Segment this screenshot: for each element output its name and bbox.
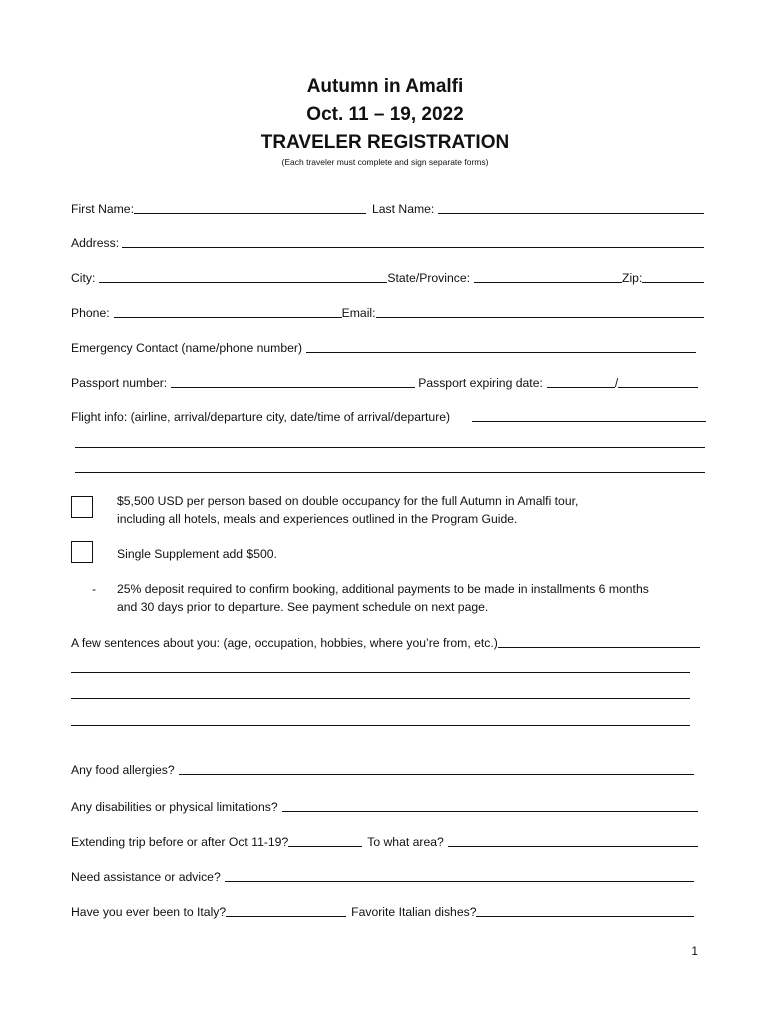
flight-info-row: [71, 406, 706, 426]
full-tour-description: [117, 492, 578, 528]
food-allergies-field[interactable]: [179, 773, 694, 775]
extending-trip-row: [71, 831, 698, 851]
assistance-label: Need assistance or advice?: [71, 870, 221, 884]
been-to-italy-field[interactable]: [226, 915, 346, 917]
disabilities-label: Any disabilities or physical limitations?: [71, 800, 278, 814]
deposit-line-1: 25% deposit required to confirm booking, additional payments to be made in installments 6 months: [117, 582, 649, 596]
passport-expiring-month-field[interactable]: [547, 386, 615, 388]
form-title-line3: TRAVELER REGISTRATION: [260, 132, 510, 153]
about-you-field[interactable]: [498, 646, 700, 648]
first-name-label: First Name:: [71, 202, 134, 216]
state-field[interactable]: [474, 281, 622, 283]
about-you-line-4[interactable]: [71, 725, 690, 726]
italy-row: [71, 901, 694, 921]
last-name-label: Last Name:: [371, 202, 435, 216]
been-to-italy-label: Have you ever been to Italy?: [71, 905, 227, 919]
page-number: 1: [691, 944, 698, 958]
food-allergies-row: [71, 759, 694, 779]
city-row: [71, 267, 704, 287]
full-tour-line-2: including all hotels, meals and experiences outlined in the Program Guide.: [117, 512, 518, 526]
to-what-area-field[interactable]: [448, 845, 698, 847]
single-supplement-label: Single Supplement add $500.: [117, 547, 277, 561]
emergency-contact-field[interactable]: [306, 351, 696, 353]
passport-number-field[interactable]: [171, 386, 415, 388]
passport-number-label: Passport number:: [71, 376, 168, 390]
disabilities-field[interactable]: [282, 810, 698, 812]
about-you-line-3[interactable]: [71, 698, 690, 699]
first-name-field[interactable]: [134, 212, 366, 214]
state-label: State/Province:: [387, 271, 471, 285]
passport-row: [71, 372, 698, 392]
passport-expiring-label: Passport expiring date:: [418, 376, 543, 390]
passport-expiring-year-field[interactable]: [618, 386, 698, 388]
email-label: Email:: [341, 306, 376, 320]
emergency-contact-label: Emergency Contact (name/phone number): [71, 341, 303, 355]
extending-trip-label: Extending trip before or after Oct 11-19?: [71, 835, 289, 849]
email-field[interactable]: [376, 316, 704, 318]
favorite-dishes-label: Favorite Italian dishes?: [351, 905, 477, 919]
deposit-line-2: and 30 days prior to departure. See payment schedule on next page.: [117, 600, 489, 614]
form-title-line1: Autumn in Amalfi: [306, 76, 464, 97]
name-row: [71, 198, 704, 218]
zip-label: Zip:: [622, 271, 643, 285]
form-title-line2: Oct. 11 – 19, 2022: [306, 104, 464, 125]
food-allergies-label: Any food allergies?: [71, 763, 175, 777]
emergency-row: [71, 337, 696, 357]
city-label: City:: [71, 271, 96, 285]
address-row: [71, 232, 704, 252]
flight-info-line-3[interactable]: [75, 472, 705, 473]
about-you-row: [71, 632, 700, 652]
assistance-field[interactable]: [225, 880, 694, 882]
assistance-row: [71, 866, 694, 886]
single-supplement-checkbox[interactable]: [71, 541, 93, 563]
flight-info-label: Flight info: (airline, arrival/departure city, date/time of arrival/departure): [71, 410, 451, 424]
about-you-line-2[interactable]: [71, 672, 690, 673]
zip-field[interactable]: [642, 281, 704, 283]
flight-info-line-2[interactable]: [75, 447, 705, 448]
flight-info-field[interactable]: [472, 420, 706, 422]
passport-date-separator: /: [614, 376, 619, 390]
last-name-field[interactable]: [438, 212, 704, 214]
to-what-area-label: To what area?: [367, 835, 444, 849]
form-subtitle: (Each traveler must complete and sign separate forms): [281, 157, 489, 167]
address-label: Address:: [71, 236, 120, 250]
disabilities-row: [71, 796, 698, 816]
favorite-dishes-field[interactable]: [476, 915, 694, 917]
city-field[interactable]: [99, 281, 387, 283]
full-tour-checkbox[interactable]: [71, 496, 93, 518]
extending-trip-field[interactable]: [288, 845, 362, 847]
deposit-note: [117, 580, 649, 616]
full-tour-line-1: $5,500 USD per person based on double occupancy for the full Autumn in Amalfi tour,: [117, 494, 579, 508]
phone-label: Phone:: [71, 306, 110, 320]
deposit-bullet: -: [92, 582, 97, 596]
phone-field[interactable]: [114, 316, 342, 318]
phone-row: [71, 302, 704, 322]
address-field[interactable]: [122, 246, 704, 248]
about-you-label: A few sentences about you: (age, occupation, hobbies, where you’re from, etc.): [71, 636, 498, 650]
